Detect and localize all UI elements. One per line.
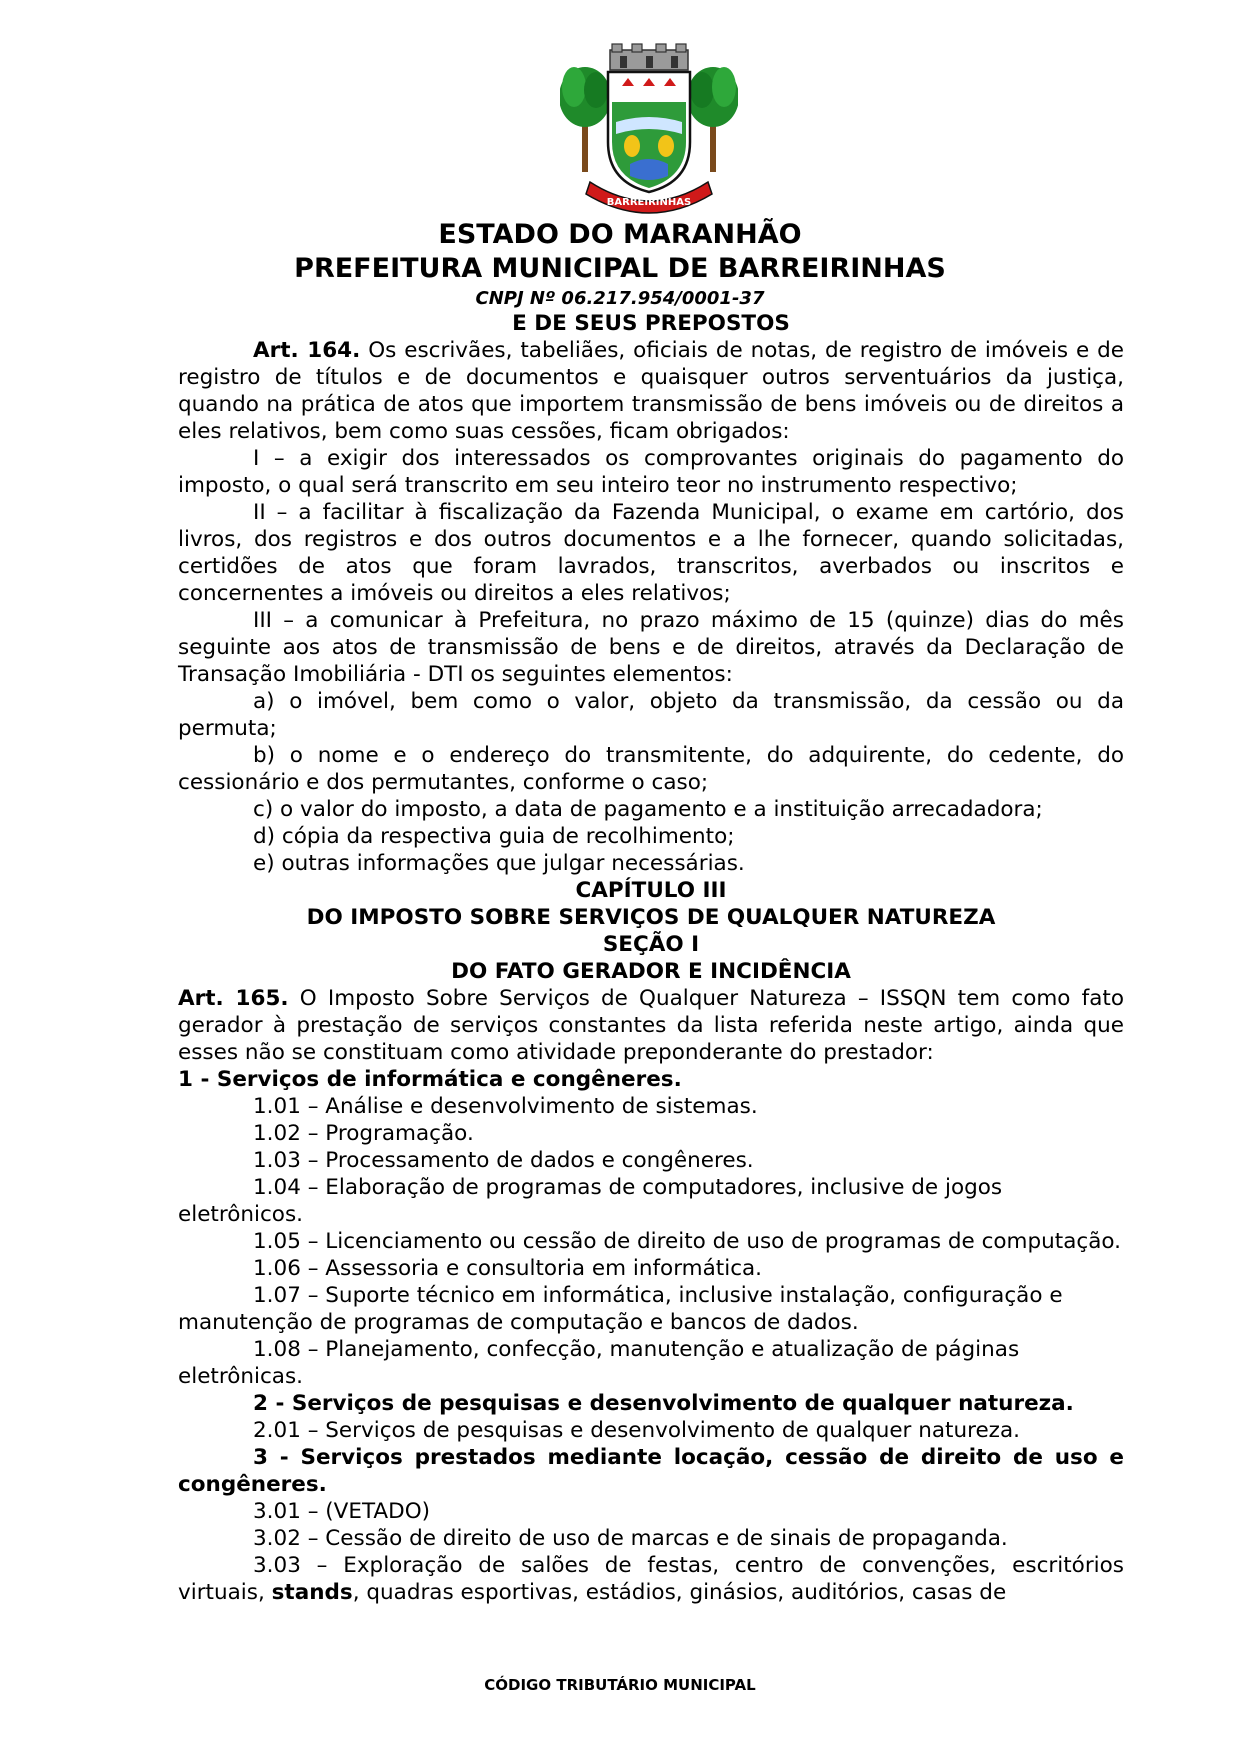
article-item: II – a facilitar à fiscalização da Fazenda Municipal, o exame em cartório, dos livros, dos registros e dos outros documentos e a lhe fornecer, quando solicitadas, certidões de atos que foram lavrados, transcritos, averbados ou inscritos e concernentes a imóveis ou direitos a eles relativos; <box>178 500 1124 606</box>
shield-icon <box>608 72 690 192</box>
chapter-number: CAPÍTULO III <box>575 878 727 903</box>
service-item: 1.06 – Assessoria e consultoria em informática. <box>253 1256 763 1281</box>
service-item-emphasis: stands <box>271 1580 353 1605</box>
cnpj-line: CNPJ Nº 06.217.954/0001-37 <box>475 288 765 309</box>
page-footer: CÓDIGO TRIBUTÁRIO MUNICIPAL <box>484 1676 756 1694</box>
service-group-title: 3 - Serviços prestados mediante locação, cessão de direito de uso e congêneres. <box>178 1445 1124 1497</box>
service-item: 1.04 – Elaboração de programas de computadores, inclusive de jogos eletrônicos. <box>178 1175 1003 1227</box>
service-item: 1.03 – Processamento de dados e congêneres. <box>253 1148 754 1173</box>
service-item <box>178 1552 1124 1606</box>
service-item: 2.01 – Serviços de pesquisas e desenvolvimento de qualquer natureza. <box>253 1418 1020 1443</box>
mural-crown-icon <box>610 44 688 70</box>
service-item: 1.05 – Licenciamento ou cessão de direito de uso de programas de computação. <box>253 1229 1121 1254</box>
service-item: 1.08 – Planejamento, confecção, manutenção e atualização de páginas eletrônicas. <box>178 1337 1020 1389</box>
article-item: I – a exigir dos interessados os comprovantes originais do pagamento do imposto, o qual será transcrito em seu inteiro teor no instrumento respectivo; <box>178 446 1124 498</box>
article-label: Art. 165. <box>178 986 289 1011</box>
service-item: 3.01 – (VETADO) <box>253 1499 431 1524</box>
service-item-text: , quadras esportivas, estádios, ginásios, auditórios, casas de <box>352 1580 1007 1605</box>
service-item-text: 3.03 – Exploração de salões de festas, centro de convenções, escritórios virtuais, <box>178 1553 1124 1605</box>
article-text: Os escrivães, tabeliães, oficiais de notas, de registro de imóveis e de registro de títulos e de documentos e quaisquer outros serventuários da justiça, quando na prática de atos que importem transmissão de bens imóveis ou de direitos a eles relativos, bem como suas cessões, ficam obrigados: <box>178 338 1124 444</box>
article-subitem: c) o valor do imposto, a data de pagamento e a instituição arrecadadora; <box>253 797 1043 822</box>
section-title-tail: E DE SEUS PREPOSTOS <box>512 311 790 336</box>
article-subitem: b) o nome e o endereço do transmitente, do adquirente, do cedente, do cessionário e dos permutantes, conforme o caso; <box>178 743 1124 795</box>
section-title: DO FATO GERADOR E INCIDÊNCIA <box>451 959 851 984</box>
document-body <box>178 310 1124 1606</box>
article-label: Art. 164. <box>253 338 361 363</box>
ribbon-text: BARREIRINHAS <box>606 197 692 208</box>
palm-tree-left-icon <box>560 67 611 172</box>
service-group-title: 2 - Serviços de pesquisas e desenvolvimento de qualquer natureza. <box>253 1391 1074 1416</box>
chapter-title: DO IMPOSTO SOBRE SERVIÇOS DE QUALQUER NATUREZA <box>306 905 996 930</box>
article-subitem: e) outras informações que julgar necessárias. <box>253 851 745 876</box>
article-text: O Imposto Sobre Serviços de Qualquer Natureza – ISSQN tem como fato gerador à prestação de serviços constantes da lista referida neste artigo, ainda que esses não se constituam como atividade preponderante do prestador: <box>178 986 1124 1065</box>
service-item: 1.02 – Programação. <box>253 1121 474 1146</box>
service-item: 3.02 – Cessão de direito de uso de marcas e de sinais de propaganda. <box>253 1526 1008 1551</box>
state-title: ESTADO DO MARANHÃO <box>438 219 802 250</box>
palm-tree-right-icon <box>687 67 738 172</box>
municipal-crest <box>560 42 738 214</box>
service-item: 1.07 – Suporte técnico em informática, inclusive instalação, configuração e manutenção de programas de computação e bancos de dados. <box>178 1283 1063 1335</box>
article-165 <box>178 985 1124 1066</box>
section-number: SEÇÃO I <box>602 932 700 957</box>
service-item: 1.01 – Análise e desenvolvimento de sistemas. <box>253 1094 758 1119</box>
article-subitem: a) o imóvel, bem como o valor, objeto da transmissão, da cessão ou da permuta; <box>178 689 1124 741</box>
municipality-title: PREFEITURA MUNICIPAL DE BARREIRINHAS <box>294 253 946 284</box>
article-subitem: d) cópia da respectiva guia de recolhimento; <box>253 824 735 849</box>
article-item: III – a comunicar à Prefeitura, no prazo máximo de 15 (quinze) dias do mês seguinte aos atos de transmissão de bens e de direitos, através da Declaração de Transação Imobiliária - DTI os seguintes elementos: <box>178 608 1124 687</box>
article-164 <box>178 337 1124 445</box>
service-group-title: 1 - Serviços de informática e congêneres. <box>178 1067 682 1092</box>
